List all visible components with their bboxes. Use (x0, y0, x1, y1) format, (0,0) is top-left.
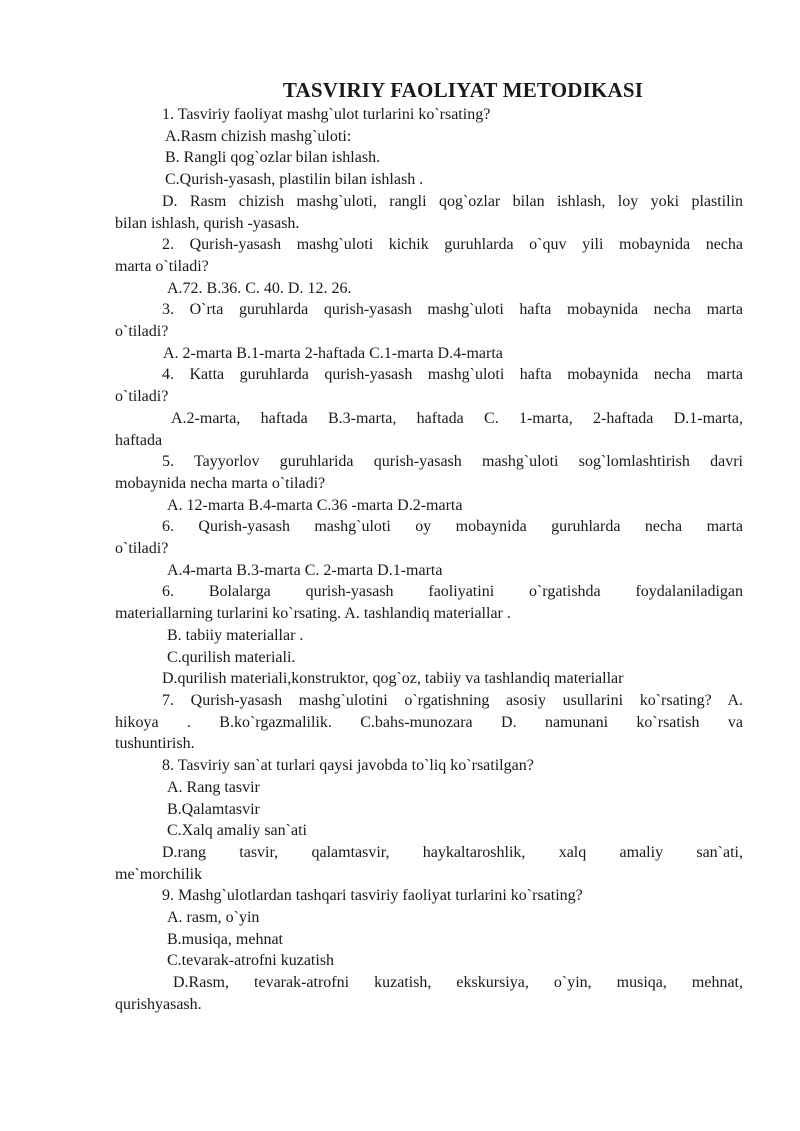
answer-option: C.tevarak-atrofni kuzatish (167, 952, 335, 970)
answer-option: B. Rangli qog`ozlar bilan ishlash. (165, 149, 381, 167)
answer-option: A. rasm, o`yin (167, 909, 260, 927)
answer-option: A. Rang tasvir (167, 778, 260, 796)
answer-options: A. 12-marta B.4-marta C.36 -marta D.2-marta (167, 496, 463, 514)
answer-options-continued: haftada (115, 431, 163, 449)
question-7-continued: hikoya . B.ko`rgazmalilik. C.bahs-munozara D. namunani ko`rsatish va (115, 713, 743, 731)
answer-options: A. 2-marta B.1-marta 2-haftada C.1-marta D.4-marta (163, 344, 503, 362)
answer-option: B.Qalamtasvir (167, 800, 260, 818)
question-6b: 6. Bolalarga qurish-yasash faoliyatini o`rgatishda foydalaniladigan (162, 583, 743, 601)
question-7-continued: tushuntirish. (115, 735, 195, 753)
answer-option-continued: bilan ishlash, qurish -yasash. (115, 214, 300, 232)
answer-option-continued: qurishyasash. (115, 995, 202, 1013)
document-page (115, 76, 743, 1016)
question-4: 4. Katta guruhlarda qurish-yasash mashg`uloti hafta mobaynida necha marta (162, 366, 743, 384)
answer-options: A.72. B.36. C. 40. D. 12. 26. (167, 279, 352, 297)
question-3: 3. O`rta guruhlarda qurish-yasash mashg`uloti hafta mobaynida necha marta (162, 301, 743, 319)
question-8: 8. Tasviriy san`at turlari qaysi javobda to`liq ko`rsatilgan? (162, 757, 534, 775)
question-4-continued: o`tiladi? (115, 388, 169, 406)
answer-options: A.4-marta B.3-marta C. 2-marta D.1-marta (167, 561, 443, 579)
answer-option: C.qurilish materiali. (167, 648, 296, 666)
question-2: 2. Qurish-yasash mashg`uloti kichik guruhlarda o`quv yili mobaynida necha (162, 236, 743, 254)
question-9: 9. Mashg`ulotlardan tashqari tasviriy faoliyat turlarini ko`rsating? (162, 887, 583, 905)
question-6-continued: o`tiladi? (115, 540, 169, 558)
question-6: 6. Qurish-yasash mashg`uloti oy mobaynida guruhlarda necha marta (162, 518, 743, 536)
answer-option: D.Rasm, tevarak-atrofni kuzatish, ekskursiya, o`yin, musiqa, mehnat, (173, 974, 743, 992)
answer-option: B.musiqa, mehnat (167, 930, 283, 948)
document-title: TASVIRIY FAOLIYAT METODIKASI (282, 78, 644, 102)
answer-option: B. tabiiy materiallar . (167, 626, 304, 644)
question-5: 5. Tayyorlov guruhlarida qurish-yasash mashg`uloti sog`lomlashtirish davri (162, 453, 743, 471)
question-1: 1. Tasviriy faoliyat mashg`ulot turlarini ko`rsating? (162, 106, 491, 123)
question-5-continued: mobaynida necha marta o`tiladi? (115, 474, 326, 492)
answer-options: A.2-marta, haftada B.3-marta, haftada C. 1-marta, 2-haftada D.1-marta, (171, 409, 743, 427)
answer-option: A.Rasm chizish mashg`uloti: (165, 127, 352, 145)
answer-option-continued: me`morchilik (115, 865, 203, 883)
question-2-continued: marta o`tiladi? (115, 257, 209, 275)
answer-option: D.qurilish materiali,konstruktor, qog`oz, tabiiy va tashlandiq materiallar (162, 670, 624, 688)
question-7: 7. Qurish-yasash mashg`ulotini o`rgatishning asosiy usullarini ko`rsating? A. (162, 691, 743, 709)
answer-option: D.rang tasvir, qalamtasvir, haykaltaroshlik, xalq amaliy san`ati, (162, 843, 743, 861)
answer-option: C.Qurish-yasash, plastilin bilan ishlash . (165, 171, 424, 189)
question-6b-continued: materiallarning turlarini ko`rsating. A. tashlandiq materiallar . (115, 605, 511, 623)
question-3-continued: o`tiladi? (115, 323, 169, 341)
answer-option: D. Rasm chizish mashg`uloti, rangli qog`ozlar bilan ishlash, loy yoki plastilin (162, 192, 743, 210)
answer-option: C.Xalq amaliy san`ati (167, 822, 307, 840)
